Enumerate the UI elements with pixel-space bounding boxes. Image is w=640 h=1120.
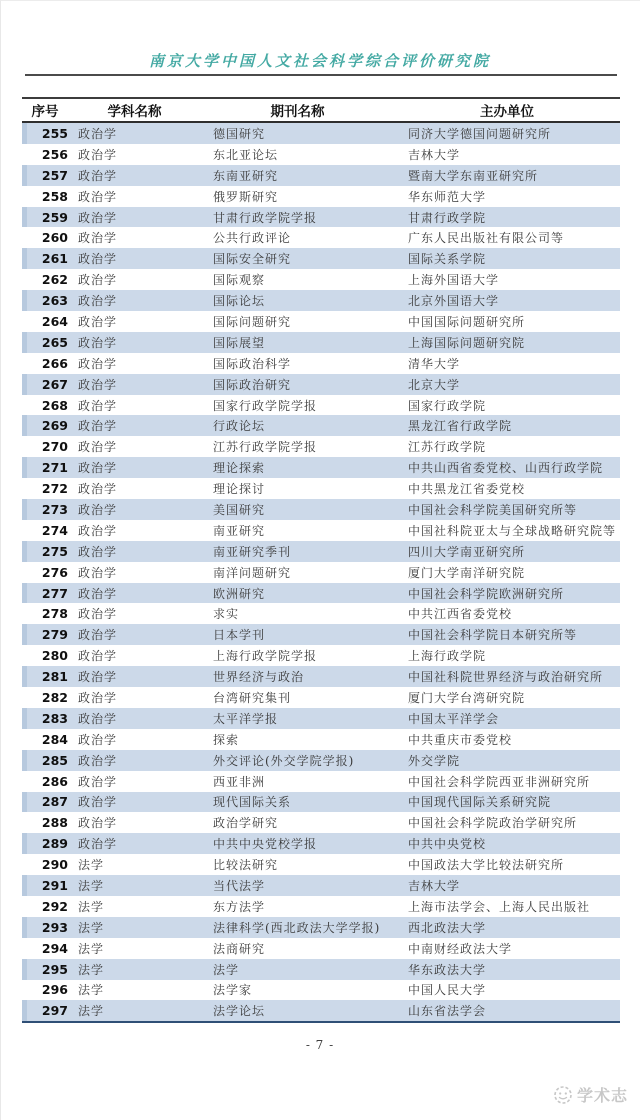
row-number: 287 — [41, 794, 68, 810]
table-row — [22, 917, 620, 938]
journal-cell: 国际问题研究 — [213, 314, 292, 329]
journal-cell: 俄罗斯研究 — [213, 189, 279, 204]
column-header-discipline: 学科名称 — [107, 104, 162, 120]
organizer-cell: 中国社会科学院欧洲研究所 — [408, 586, 565, 601]
organizer-cell: 中共重庆市委党校 — [408, 732, 513, 747]
organizer-cell: 上海国际问题研究院 — [408, 335, 526, 350]
discipline-cell: 政治学 — [78, 816, 118, 831]
journal-cell: 太平洋学报 — [213, 711, 279, 726]
watermark — [553, 1083, 628, 1106]
row-number: 262 — [41, 272, 68, 288]
journal-cell: 上海行政学院学报 — [213, 649, 318, 664]
page-title: 南京大学中国人文社会科学综合评价研究院 — [148, 52, 491, 70]
organizer-cell: 华东政法大学 — [408, 962, 487, 977]
discipline-cell: 政治学 — [78, 565, 118, 580]
organizer-cell: 中共江西省委党校 — [408, 607, 513, 622]
journal-cell: 外交评论(外交学院学报) — [213, 753, 355, 768]
row-number: 285 — [41, 752, 68, 768]
table-row — [22, 980, 620, 1001]
row-number: 256 — [41, 146, 68, 162]
organizer-cell: 中共中央党校 — [408, 837, 487, 852]
discipline-cell: 法学 — [78, 962, 105, 977]
journal-cell: 南亚研究 — [213, 523, 266, 538]
table-row — [22, 666, 620, 687]
organizer-cell: 中国社会科学院日本研究所等 — [408, 628, 578, 643]
row-number: 295 — [41, 961, 68, 977]
discipline-cell: 法学 — [78, 941, 105, 956]
organizer-cell: 北京外国语大学 — [408, 294, 500, 309]
table-row — [22, 1000, 620, 1023]
table-row — [22, 374, 620, 395]
smiley-face-icon — [553, 1085, 573, 1105]
organizer-cell: 国际关系学院 — [408, 252, 487, 267]
organizer-cell: 中国社会科学院政治学研究所 — [408, 816, 578, 831]
organizer-cell: 山东省法学会 — [408, 1004, 487, 1019]
column-header-journal: 期刊名称 — [270, 104, 325, 120]
row-number: 258 — [41, 188, 68, 204]
organizer-cell: 中南财经政法大学 — [408, 941, 513, 956]
table-header-row — [22, 97, 620, 123]
discipline-cell: 政治学 — [78, 398, 118, 413]
table-row — [22, 499, 620, 520]
table-row — [22, 353, 620, 374]
row-number: 263 — [41, 293, 68, 309]
row-number: 292 — [41, 898, 68, 914]
table-row — [22, 708, 620, 729]
discipline-cell: 政治学 — [78, 690, 118, 705]
discipline-cell: 政治学 — [78, 314, 118, 329]
journal-table — [22, 97, 620, 1023]
row-number: 278 — [41, 606, 68, 622]
table-row — [22, 750, 620, 771]
discipline-cell: 政治学 — [78, 753, 118, 768]
organizer-cell: 暨南大学东南亚研究所 — [408, 168, 539, 183]
row-number: 277 — [41, 585, 68, 601]
table-row — [22, 269, 620, 290]
discipline-cell: 政治学 — [78, 837, 118, 852]
row-number: 261 — [41, 251, 68, 267]
table-row — [22, 165, 620, 186]
discipline-cell: 政治学 — [78, 774, 118, 789]
table-row — [22, 395, 620, 416]
organizer-cell: 厦门大学台湾研究院 — [408, 690, 526, 705]
organizer-cell: 上海外国语大学 — [408, 273, 500, 288]
table-row — [22, 478, 620, 499]
table-row — [22, 290, 620, 311]
organizer-cell: 吉林大学 — [408, 879, 461, 893]
table-row — [22, 144, 620, 165]
discipline-cell: 法学 — [78, 899, 105, 914]
discipline-cell: 政治学 — [78, 252, 118, 267]
discipline-cell: 政治学 — [78, 732, 118, 747]
table-row — [22, 186, 620, 207]
journal-cell: 比较法研究 — [213, 858, 279, 873]
discipline-cell: 政治学 — [78, 586, 118, 601]
journal-cell: 南洋问题研究 — [213, 565, 292, 580]
journal-cell: 国际观察 — [213, 273, 266, 288]
row-number: 255 — [41, 125, 68, 141]
discipline-cell: 政治学 — [78, 461, 118, 476]
journal-cell: 求实 — [213, 607, 240, 622]
journal-cell: 法商研究 — [213, 941, 266, 956]
row-number: 268 — [41, 397, 68, 413]
table-row — [22, 833, 620, 854]
table-row — [22, 771, 620, 792]
table-row — [22, 938, 620, 959]
discipline-cell: 法学 — [78, 879, 105, 893]
table-row — [22, 248, 620, 269]
organizer-cell: 上海行政学院 — [408, 649, 487, 664]
discipline-cell: 法学 — [78, 858, 105, 873]
discipline-cell: 政治学 — [78, 126, 118, 141]
journal-cell: 理论探讨 — [213, 482, 266, 497]
row-number: 257 — [41, 167, 68, 183]
organizer-cell: 上海市法学会、上海人民出版社 — [408, 899, 591, 914]
row-number: 290 — [41, 857, 68, 873]
table-row — [22, 875, 620, 896]
organizer-cell: 甘肃行政学院 — [408, 210, 487, 225]
journal-cell: 西亚非洲 — [213, 774, 266, 789]
journal-cell: 德国研究 — [213, 126, 266, 141]
journal-cell: 中共中央党校学报 — [213, 837, 318, 852]
table-row — [22, 415, 620, 436]
discipline-cell: 政治学 — [78, 210, 118, 225]
journal-cell: 探索 — [213, 732, 240, 747]
discipline-cell: 政治学 — [78, 523, 118, 538]
row-number: 294 — [41, 940, 68, 956]
row-number: 266 — [41, 355, 68, 371]
organizer-cell: 国家行政学院 — [408, 398, 487, 413]
discipline-cell: 政治学 — [78, 377, 118, 392]
table-row — [22, 436, 620, 457]
row-number: 274 — [41, 522, 68, 538]
table-row — [22, 562, 620, 583]
journal-cell: 政治学研究 — [213, 816, 279, 831]
table-row — [22, 854, 620, 875]
organizer-cell: 江苏行政学院 — [408, 440, 487, 455]
journal-cell: 国家行政学院学报 — [213, 398, 318, 413]
table-row — [22, 311, 620, 332]
row-number: 283 — [41, 710, 68, 726]
table-row — [22, 687, 620, 708]
row-number: 259 — [41, 209, 68, 225]
discipline-cell: 政治学 — [78, 544, 118, 559]
journal-cell: 当代法学 — [213, 879, 266, 893]
discipline-cell: 法学 — [78, 1004, 105, 1019]
discipline-cell: 政治学 — [78, 147, 118, 162]
row-number: 272 — [41, 481, 68, 497]
organizer-cell: 华东师范大学 — [408, 189, 487, 204]
discipline-cell: 政治学 — [78, 670, 118, 685]
table-row — [22, 520, 620, 541]
row-number: 281 — [41, 669, 68, 685]
row-number: 289 — [41, 836, 68, 852]
row-number: 296 — [41, 982, 68, 998]
journal-cell: 东方法学 — [213, 899, 266, 914]
journal-cell: 江苏行政学院学报 — [213, 440, 318, 455]
discipline-cell: 政治学 — [78, 440, 118, 455]
discipline-cell: 政治学 — [78, 189, 118, 204]
table-row — [22, 123, 620, 144]
discipline-cell: 政治学 — [78, 356, 118, 371]
organizer-cell: 西北政法大学 — [408, 920, 487, 935]
row-number: 260 — [41, 230, 68, 246]
table-row — [22, 624, 620, 645]
journal-cell: 甘肃行政学院学报 — [213, 210, 318, 225]
discipline-cell: 政治学 — [78, 628, 118, 643]
organizer-cell: 中国国际问题研究所 — [408, 314, 526, 329]
discipline-cell: 政治学 — [78, 231, 118, 246]
organizer-cell: 外交学院 — [408, 753, 461, 768]
discipline-cell: 政治学 — [78, 294, 118, 309]
discipline-cell: 政治学 — [78, 273, 118, 288]
organizer-cell: 清华大学 — [408, 356, 461, 371]
row-number: 264 — [41, 313, 68, 329]
journal-cell: 南亚研究季刊 — [213, 544, 292, 559]
organizer-cell: 广东人民出版社有限公司等 — [408, 231, 565, 246]
journal-cell: 世界经济与政治 — [213, 670, 305, 685]
row-number: 284 — [41, 731, 68, 747]
organizer-cell: 吉林大学 — [408, 147, 461, 162]
row-number: 286 — [41, 773, 68, 789]
discipline-cell: 政治学 — [78, 795, 118, 810]
row-number: 273 — [41, 501, 68, 517]
organizer-cell: 同济大学德国问题研究所 — [408, 126, 552, 141]
discipline-cell: 政治学 — [78, 168, 118, 183]
table-row — [22, 729, 620, 750]
column-header-organizer: 主办单位 — [480, 104, 534, 120]
organizer-cell: 黑龙江省行政学院 — [408, 419, 513, 434]
discipline-cell: 政治学 — [78, 649, 118, 664]
row-number: 288 — [41, 815, 68, 831]
table-row — [22, 896, 620, 917]
journal-cell: 日本学刊 — [213, 628, 266, 643]
discipline-cell: 政治学 — [78, 335, 118, 350]
table-row — [22, 457, 620, 478]
journal-cell: 行政论坛 — [213, 419, 266, 434]
row-number: 269 — [41, 418, 68, 434]
discipline-cell: 政治学 — [78, 711, 118, 726]
organizer-cell: 中国太平洋学会 — [408, 711, 500, 726]
table-row — [22, 332, 620, 353]
journal-cell: 法学 — [213, 962, 240, 977]
organizer-cell: 厦门大学南洋研究院 — [408, 565, 526, 580]
table-row — [22, 792, 620, 813]
organizer-cell: 中国社科院亚太与全球战略研究院等 — [408, 523, 617, 538]
organizer-cell: 中国社会科学院西亚非洲研究所 — [408, 774, 591, 789]
row-number: 291 — [41, 878, 68, 893]
discipline-cell: 政治学 — [78, 482, 118, 497]
organizer-cell: 中国政法大学比较法研究所 — [408, 858, 565, 873]
row-number: 265 — [41, 334, 68, 350]
table-row — [22, 645, 620, 666]
journal-cell: 国际展望 — [213, 335, 266, 350]
watermark-label: 学术志 — [576, 1086, 628, 1105]
table-row — [22, 207, 620, 228]
row-number: 293 — [41, 919, 68, 935]
organizer-cell: 中国人民大学 — [408, 983, 487, 998]
organizer-cell: 中国现代国际关系研究院 — [408, 795, 552, 810]
journal-cell: 美国研究 — [213, 502, 266, 517]
organizer-cell: 中国社会科学院美国研究所等 — [408, 502, 578, 517]
organizer-cell: 北京大学 — [408, 377, 461, 392]
organizer-cell: 四川大学南亚研究所 — [408, 544, 526, 559]
discipline-cell: 政治学 — [78, 607, 118, 622]
journal-cell: 国际安全研究 — [213, 252, 292, 267]
journal-cell: 国际政治研究 — [213, 377, 292, 392]
row-number: 282 — [41, 689, 68, 705]
organizer-cell: 中共山西省委党校、山西行政学院 — [408, 461, 604, 476]
journal-cell: 公共行政评论 — [213, 231, 292, 246]
row-number: 275 — [41, 543, 68, 559]
journal-cell: 法学论坛 — [213, 1004, 266, 1019]
table-row — [22, 812, 620, 833]
journal-cell: 东北亚论坛 — [213, 147, 279, 162]
journal-cell: 理论探索 — [213, 461, 266, 476]
discipline-cell: 法学 — [78, 920, 105, 935]
row-number: 280 — [41, 648, 68, 664]
page-number: - 7 - — [305, 1038, 335, 1052]
journal-cell: 国际论坛 — [213, 294, 266, 309]
organizer-cell: 中国社科院世界经济与政治研究所 — [408, 670, 604, 685]
row-number: 271 — [41, 460, 68, 476]
organizer-cell: 中共黑龙江省委党校 — [408, 482, 526, 497]
journal-cell: 欧洲研究 — [213, 586, 266, 601]
row-number: 279 — [41, 627, 68, 643]
column-header-number: 序号 — [31, 104, 59, 120]
journal-cell: 台湾研究集刊 — [213, 690, 292, 705]
discipline-cell: 政治学 — [78, 419, 118, 434]
journal-cell: 国际政治科学 — [213, 356, 292, 371]
table-row — [22, 959, 620, 980]
title-divider — [25, 74, 617, 76]
table-row — [22, 603, 620, 624]
table-row — [22, 541, 620, 562]
journal-cell: 法律科学(西北政法大学学报) — [213, 920, 381, 935]
discipline-cell: 政治学 — [78, 502, 118, 517]
table-row — [22, 227, 620, 248]
discipline-cell: 法学 — [78, 983, 105, 998]
table-row — [22, 583, 620, 604]
row-number: 267 — [41, 376, 68, 392]
journal-cell: 法学家 — [213, 983, 253, 998]
journal-cell: 东南亚研究 — [213, 168, 279, 183]
row-number: 270 — [41, 439, 68, 455]
row-number: 297 — [41, 1003, 68, 1019]
journal-cell: 现代国际关系 — [213, 795, 292, 810]
row-number: 276 — [41, 564, 68, 580]
table-body — [22, 123, 620, 1023]
